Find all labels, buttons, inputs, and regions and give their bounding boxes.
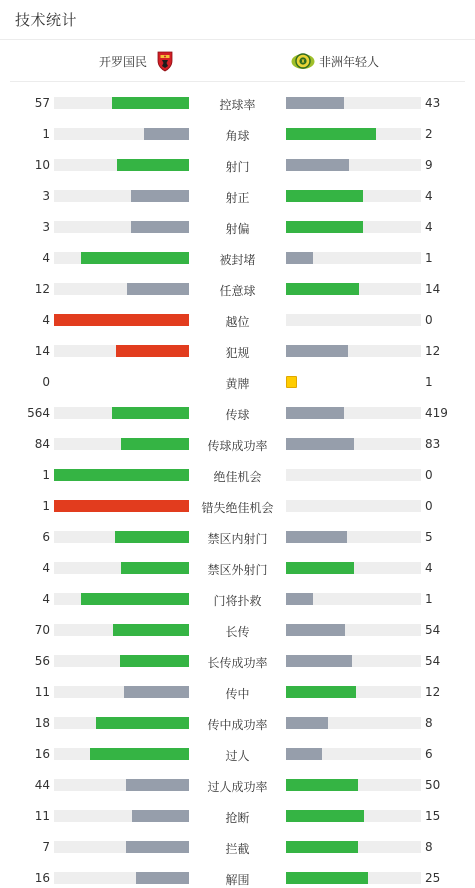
away-bar-fill	[286, 97, 344, 109]
stat-row	[0, 221, 475, 235]
stat-label: 控球率	[219, 98, 256, 112]
away-bar-fill	[286, 872, 368, 884]
stat-label: 错失绝佳机会	[201, 501, 274, 515]
stat-row	[0, 531, 475, 545]
page-title: 技术统计	[15, 11, 78, 29]
home-bar-track	[54, 624, 189, 636]
away-card-wrap	[286, 376, 421, 388]
teams-header	[10, 41, 465, 82]
stat-row	[0, 655, 475, 669]
stat-label: 过人	[225, 749, 250, 763]
away-bar-track	[286, 686, 421, 698]
home-bar-track	[54, 686, 189, 698]
away-team-logo-icon	[291, 49, 315, 73]
home-bar-track	[54, 283, 189, 295]
home-value: 12	[34, 282, 50, 296]
away-bar-fill	[286, 252, 313, 264]
home-bar-track	[54, 221, 189, 233]
stat-label: 门将扑救	[213, 594, 262, 608]
stat-row	[0, 779, 475, 793]
home-value: 7	[42, 840, 50, 854]
away-bar-fill	[286, 190, 363, 202]
away-team[interactable]	[291, 49, 379, 73]
stat-row	[0, 593, 475, 607]
stat-row	[0, 407, 475, 421]
home-value: 57	[34, 96, 50, 110]
home-bar-track	[54, 810, 189, 822]
away-bar-track	[286, 407, 421, 419]
away-value: 12	[425, 344, 441, 358]
away-bar-track	[286, 469, 421, 481]
away-bar-fill	[286, 562, 354, 574]
away-value: 4	[425, 189, 433, 203]
home-bar-fill	[81, 252, 189, 264]
home-value: 4	[42, 313, 50, 327]
home-bar-fill	[131, 221, 189, 233]
away-bar-fill	[286, 531, 347, 543]
away-bar-track	[286, 190, 421, 202]
home-bar-track	[54, 841, 189, 853]
home-value: 10	[34, 158, 50, 172]
home-value: 6	[42, 530, 50, 544]
home-bar-track	[54, 748, 189, 760]
away-bar-track	[286, 810, 421, 822]
stat-row	[0, 438, 475, 452]
stat-label: 越位	[225, 315, 250, 329]
stat-row	[0, 717, 475, 731]
away-value: 14	[425, 282, 441, 296]
away-bar-track	[286, 717, 421, 729]
home-value: 70	[34, 623, 50, 637]
home-bar-track	[54, 407, 189, 419]
home-bar-track	[54, 345, 189, 357]
home-value: 1	[42, 127, 50, 141]
stat-label: 犯规	[225, 346, 250, 360]
home-value: 84	[34, 437, 50, 451]
away-bar-fill	[286, 779, 358, 791]
away-value: 8	[425, 840, 433, 854]
away-bar-fill	[286, 283, 359, 295]
home-bar-fill	[127, 283, 189, 295]
home-bar-track	[54, 469, 189, 481]
stat-row	[0, 624, 475, 638]
home-value: 14	[34, 344, 50, 358]
stat-label: 禁区内射门	[207, 532, 268, 546]
stat-label: 解围	[225, 873, 250, 887]
stat-row	[0, 345, 475, 359]
away-value: 50	[425, 778, 441, 792]
away-value: 4	[425, 561, 433, 575]
stat-label: 拦截	[225, 842, 250, 856]
home-bar-fill	[144, 128, 189, 140]
away-bar-track	[286, 593, 421, 605]
home-value: 1	[42, 468, 50, 482]
away-value: 6	[425, 747, 433, 761]
away-bar-track	[286, 655, 421, 667]
home-bar-track	[54, 872, 189, 884]
stat-row	[0, 686, 475, 700]
stat-row	[0, 190, 475, 204]
away-value: 54	[425, 654, 441, 668]
home-bar-track	[54, 655, 189, 667]
home-bar-track	[54, 438, 189, 450]
home-bar-track	[54, 500, 189, 512]
home-value: 4	[42, 592, 50, 606]
yellow-card-icon	[286, 376, 297, 388]
stat-row	[0, 252, 475, 266]
away-bar-fill	[286, 593, 313, 605]
home-bar-track	[54, 531, 189, 543]
home-bar-fill	[131, 190, 189, 202]
stat-row	[0, 314, 475, 328]
away-bar-fill	[286, 686, 356, 698]
home-value: 56	[34, 654, 50, 668]
home-value: 11	[34, 809, 50, 823]
stat-label: 传中成功率	[207, 718, 268, 732]
stat-row	[0, 748, 475, 762]
away-bar-track	[286, 562, 421, 574]
away-bar-fill	[286, 810, 364, 822]
away-bar-track	[286, 314, 421, 326]
away-value: 9	[425, 158, 433, 172]
home-value: 1	[42, 499, 50, 513]
away-bar-fill	[286, 748, 322, 760]
home-bar-track	[54, 717, 189, 729]
stat-row	[0, 810, 475, 824]
stat-row	[0, 500, 475, 514]
away-bar-track	[286, 438, 421, 450]
stat-label: 禁区外射门	[207, 563, 268, 577]
away-bar-fill	[286, 407, 344, 419]
away-bar-track	[286, 283, 421, 295]
stat-label: 角球	[225, 129, 250, 143]
away-bar-track	[286, 872, 421, 884]
home-team[interactable]	[99, 49, 177, 73]
stat-label: 射偏	[225, 222, 250, 236]
stat-label: 长传	[225, 625, 250, 639]
home-bar-fill	[115, 531, 189, 543]
home-bar-fill	[54, 469, 189, 481]
stat-row	[0, 159, 475, 173]
home-bar-fill	[113, 624, 189, 636]
home-value: 564	[27, 406, 50, 420]
stat-label: 任意球	[219, 284, 256, 298]
home-bar-fill	[126, 841, 189, 853]
home-team-name: 开罗国民	[98, 54, 147, 69]
away-value: 25	[425, 871, 441, 885]
home-bar-fill	[112, 97, 189, 109]
home-value: 44	[34, 778, 50, 792]
away-bar-track	[286, 252, 421, 264]
away-bar-fill	[286, 655, 352, 667]
home-value: 4	[42, 561, 50, 575]
stat-label: 黄牌	[225, 377, 250, 391]
away-bar-track	[286, 624, 421, 636]
stat-row	[0, 283, 475, 297]
home-bar-track	[54, 97, 189, 109]
stat-label: 传中	[225, 687, 250, 701]
away-value: 2	[425, 127, 433, 141]
away-bar-fill	[286, 221, 363, 233]
home-bar-track	[54, 314, 189, 326]
away-bar-fill	[286, 128, 376, 140]
away-bar-track	[286, 221, 421, 233]
away-value: 0	[425, 468, 433, 482]
away-bar-track	[286, 345, 421, 357]
away-bar-track	[286, 500, 421, 512]
stat-row	[0, 469, 475, 483]
home-value: 3	[42, 189, 50, 203]
stat-label: 传球成功率	[207, 439, 268, 453]
home-bar-fill	[116, 345, 189, 357]
stat-row	[0, 562, 475, 576]
stat-label: 绝佳机会	[213, 470, 262, 484]
away-value: 1	[425, 251, 433, 265]
away-value: 4	[425, 220, 433, 234]
stat-row	[0, 376, 475, 390]
home-bar-track	[54, 779, 189, 791]
away-bar-fill	[286, 345, 348, 357]
away-team-name: 非洲年轻人	[319, 54, 380, 69]
home-bar-fill	[112, 407, 189, 419]
home-bar-fill	[132, 810, 189, 822]
home-value: 4	[42, 251, 50, 265]
home-bar-fill	[126, 779, 189, 791]
stat-label: 抢断	[225, 811, 250, 825]
away-value: 1	[425, 375, 433, 389]
away-value: 0	[425, 313, 433, 327]
stat-row	[0, 872, 475, 886]
home-bar-fill	[121, 438, 189, 450]
home-value: 18	[34, 716, 50, 730]
away-value: 83	[425, 437, 441, 451]
home-value: 3	[42, 220, 50, 234]
home-value: 16	[34, 747, 50, 761]
stat-label: 过人成功率	[207, 780, 268, 794]
away-bar-fill	[286, 159, 349, 171]
away-bar-track	[286, 128, 421, 140]
home-bar-fill	[81, 593, 189, 605]
away-bar-fill	[286, 624, 345, 636]
away-value: 0	[425, 499, 433, 513]
away-bar-track	[286, 531, 421, 543]
stat-label: 长传成功率	[207, 656, 268, 670]
home-bar-fill	[96, 717, 189, 729]
stat-label: 传球	[225, 408, 250, 422]
stat-label: 射正	[225, 191, 250, 205]
stat-row	[0, 128, 475, 142]
home-bar-fill	[54, 314, 189, 326]
home-bar-fill	[117, 159, 189, 171]
stat-row	[0, 97, 475, 111]
away-bar-track	[286, 748, 421, 760]
away-value: 43	[425, 96, 441, 110]
away-bar-fill	[286, 717, 328, 729]
away-bar-track	[286, 841, 421, 853]
home-bar-track	[54, 562, 189, 574]
away-bar-track	[286, 779, 421, 791]
home-bar-fill	[120, 655, 189, 667]
away-bar-track	[286, 159, 421, 171]
home-value: 16	[34, 871, 50, 885]
away-bar-fill	[286, 841, 358, 853]
away-bar-track	[286, 97, 421, 109]
home-bar-track	[54, 190, 189, 202]
home-bar-track	[54, 159, 189, 171]
stat-row	[0, 841, 475, 855]
away-bar-fill	[286, 438, 354, 450]
home-bar-track	[54, 128, 189, 140]
away-value: 8	[425, 716, 433, 730]
home-value: 0	[42, 375, 50, 389]
home-bar-fill	[54, 500, 189, 512]
stat-label: 被封堵	[219, 253, 256, 267]
away-value: 1	[425, 592, 433, 606]
away-value: 5	[425, 530, 433, 544]
home-bar-fill	[121, 562, 189, 574]
stat-label: 射门	[225, 160, 250, 174]
home-team-logo-icon	[153, 49, 177, 73]
away-value: 54	[425, 623, 441, 637]
home-bar-fill	[124, 686, 189, 698]
home-bar-fill	[90, 748, 189, 760]
home-bar-track	[54, 252, 189, 264]
away-value: 419	[425, 406, 448, 420]
away-value: 12	[425, 685, 441, 699]
title-bar	[0, 0, 475, 40]
home-bar-track	[54, 593, 189, 605]
away-value: 15	[425, 809, 441, 823]
home-bar-fill	[136, 872, 189, 884]
home-value: 11	[34, 685, 50, 699]
